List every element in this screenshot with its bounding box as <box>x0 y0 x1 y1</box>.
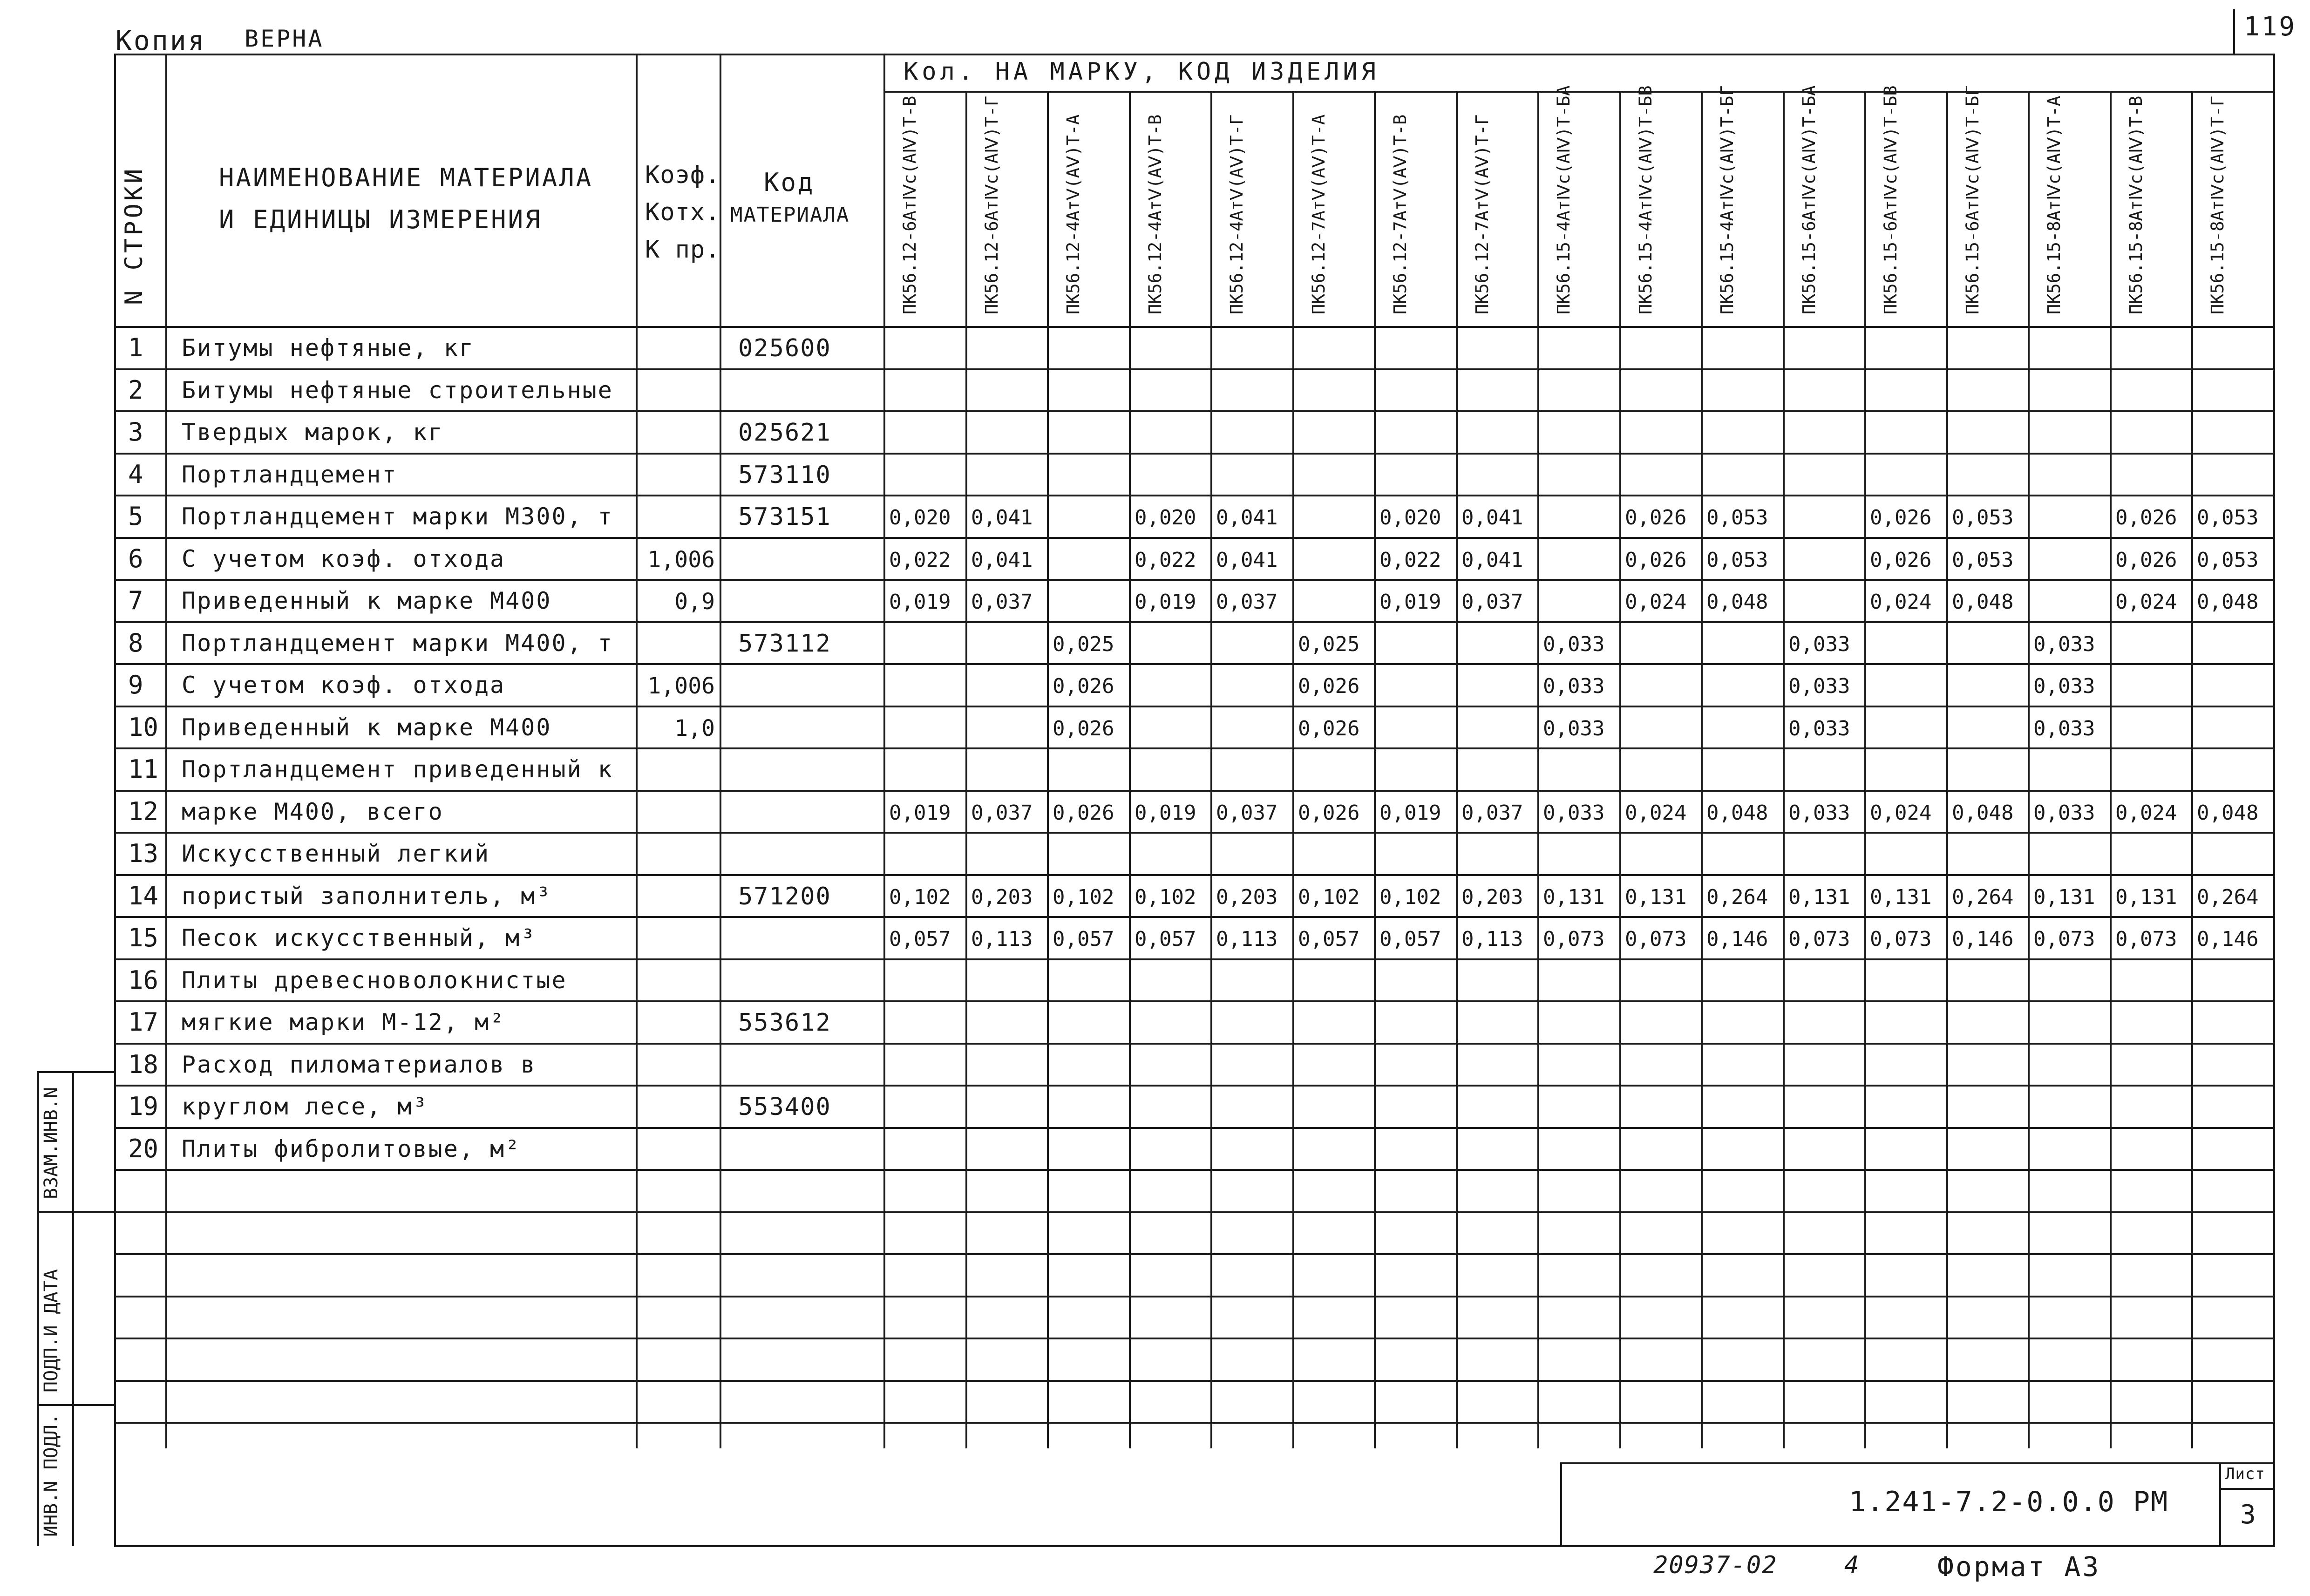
side-stamp-sign-date: ПОДП.И ДАТА <box>41 1269 62 1392</box>
quantity-cell: 0,264 <box>2197 885 2259 909</box>
copy-stamp-left: Копия <box>116 25 206 56</box>
table-left-border <box>114 54 116 1546</box>
product-col-divider <box>965 91 967 1448</box>
material-name: Расход пиломатериалов в <box>182 1051 537 1078</box>
quantity-cell: 0,037 <box>971 801 1033 825</box>
row-number: 12 <box>128 797 159 826</box>
material-code: 553400 <box>738 1093 831 1121</box>
side-stamp-divider-1 <box>37 1211 114 1213</box>
copy-number: 4 <box>1844 1551 1861 1579</box>
sheet-number: 3 <box>2240 1500 2258 1530</box>
quantity-cell: 0,102 <box>889 885 951 909</box>
quantity-cell: 0,033 <box>2033 801 2095 825</box>
quantity-cell: 0,026 <box>1870 548 1932 572</box>
quantity-cell: 0,026 <box>1053 801 1114 825</box>
quantity-cell: 0,033 <box>2033 717 2095 740</box>
material-name: Портландцемент приведенный к <box>182 756 613 783</box>
quantity-cell: 0,073 <box>1870 927 1932 951</box>
product-header: ПК56.15-8АтⅣс(АⅣ)Т-А <box>2044 95 2064 314</box>
product-col-divider <box>1783 91 1785 1448</box>
quantity-cell: 0,041 <box>971 506 1033 530</box>
quantity-cell: 0,264 <box>1706 885 1768 909</box>
paper-format: Формат А3 <box>1937 1551 2101 1582</box>
product-col-divider <box>2191 91 2193 1448</box>
title-block-left <box>1560 1462 1562 1546</box>
material-name: С учетом коэф. отхода <box>182 672 506 699</box>
row-number: 18 <box>128 1050 159 1079</box>
row-divider <box>114 1127 2275 1129</box>
col-divider-name <box>636 54 638 1448</box>
quantity-cell: 0,113 <box>1461 927 1523 951</box>
coef-header-line3: К пр. <box>645 236 720 264</box>
quantity-cell: 0,102 <box>1053 885 1114 909</box>
material-name: Плиты фибролитовые, м² <box>182 1135 521 1162</box>
quantity-cell: 0,019 <box>889 590 951 614</box>
quantity-cell: 0,025 <box>1298 632 1360 656</box>
side-stamp-right-border <box>72 1071 74 1546</box>
quantity-cell: 0,026 <box>2115 506 2177 530</box>
quantity-cell: 0,033 <box>1788 717 1850 740</box>
row-divider <box>114 1296 2275 1297</box>
quantity-cell: 0,073 <box>2033 927 2095 951</box>
quantity-cell: 0,024 <box>1870 590 1932 614</box>
product-col-divider <box>1047 91 1049 1448</box>
coef-value: 1,006 <box>647 673 715 699</box>
quantity-cell: 0,026 <box>1870 506 1932 530</box>
quantity-cell: 0,057 <box>889 927 951 951</box>
row-number: 4 <box>128 460 143 489</box>
quantity-cell: 0,041 <box>971 548 1033 572</box>
row-number: 3 <box>128 417 143 447</box>
quantity-cell: 0,025 <box>1053 632 1114 656</box>
product-header: ПК56.12-7АтⅤ(АⅤ)Т-В <box>1390 114 1410 314</box>
quantity-cell: 0,033 <box>1788 674 1850 698</box>
row-divider <box>114 790 2275 792</box>
product-header: ПК56.12-6АтⅣс(АⅣ)Т-В <box>900 95 920 314</box>
side-stamp-divider-2 <box>37 1404 114 1406</box>
quantity-cell: 0,019 <box>1135 801 1196 825</box>
row-divider <box>114 453 2275 455</box>
quantity-cell: 0,146 <box>2197 927 2259 951</box>
quantity-cell: 0,019 <box>1379 590 1441 614</box>
product-header: ПК56.15-4АтⅣс(АⅣ)Т-БВ <box>1636 85 1656 314</box>
quantity-cell: 0,048 <box>1706 801 1768 825</box>
quantity-cell: 0,113 <box>971 927 1033 951</box>
row-divider <box>114 1085 2275 1087</box>
coef-header-line2: Котх. <box>645 198 720 226</box>
quantity-cell: 0,053 <box>2197 548 2259 572</box>
quantity-cell: 0,203 <box>1461 885 1523 909</box>
product-col-divider <box>1701 91 1703 1448</box>
copy-stamp-right: ВЕРНА <box>245 25 324 52</box>
code-header-line1: Код <box>764 168 815 197</box>
material-code: 571200 <box>738 883 831 910</box>
row-number: 20 <box>128 1134 159 1163</box>
title-block-sheet-divider <box>2219 1462 2221 1546</box>
material-name: Твердых марок, кг <box>182 419 444 446</box>
material-code: 573112 <box>738 630 831 658</box>
row-number-header: N СТРОКИ <box>120 166 148 305</box>
material-name: Портландцемент <box>182 461 398 488</box>
quantity-cell: 0,203 <box>1216 885 1278 909</box>
side-stamp-inv-no: ИНВ.N ПОДЛ. <box>41 1413 62 1537</box>
coef-value: 1,0 <box>674 715 715 741</box>
row-number: 9 <box>128 670 143 700</box>
quantity-cell: 0,057 <box>1379 927 1441 951</box>
material-name: Битумы нефтяные строительные <box>182 377 613 404</box>
group-header: Кол. НА МАРКУ, КОД ИЗДЕЛИЯ <box>904 58 1379 86</box>
product-col-divider <box>1537 91 1539 1448</box>
quantity-cell: 0,057 <box>1298 927 1360 951</box>
quantity-cell: 0,033 <box>1543 801 1605 825</box>
row-divider <box>114 495 2275 496</box>
product-col-divider <box>1619 91 1621 1448</box>
product-col-divider <box>2110 91 2112 1448</box>
row-divider <box>114 832 2275 834</box>
quantity-cell: 0,102 <box>1135 885 1196 909</box>
quantity-cell: 0,131 <box>2115 885 2177 909</box>
quantity-cell: 0,019 <box>889 801 951 825</box>
quantity-cell: 0,033 <box>1543 632 1605 656</box>
quantity-cell: 0,102 <box>1298 885 1360 909</box>
quantity-cell: 0,026 <box>1625 506 1687 530</box>
row-divider <box>114 1043 2275 1045</box>
quantity-cell: 0,037 <box>1216 801 1278 825</box>
row-number: 11 <box>128 754 159 784</box>
header-bottom <box>114 326 2275 328</box>
row-number: 19 <box>128 1092 159 1121</box>
order-number: 20937-02 <box>1653 1551 1778 1579</box>
row-divider <box>114 1000 2275 1002</box>
quantity-cell: 0,033 <box>2033 674 2095 698</box>
quantity-cell: 0,024 <box>2115 801 2177 825</box>
quantity-cell: 0,264 <box>1952 885 2014 909</box>
quantity-cell: 0,026 <box>1625 548 1687 572</box>
material-name: Приведенный к марке М400 <box>182 587 552 614</box>
quantity-cell: 0,048 <box>1706 590 1768 614</box>
quantity-cell: 0,024 <box>2115 590 2177 614</box>
quantity-cell: 0,022 <box>1379 548 1441 572</box>
quantity-cell: 0,041 <box>1216 506 1278 530</box>
material-name: марке М400, всего <box>182 798 444 825</box>
sheet-label: Лист <box>2225 1465 2265 1483</box>
material-name: Портландцемент марки М300, т <box>182 503 613 530</box>
row-divider <box>114 537 2275 539</box>
quantity-cell: 0,033 <box>1788 801 1850 825</box>
quantity-cell: 0,033 <box>2033 632 2095 656</box>
material-code: 573110 <box>738 461 831 489</box>
coef-value: 1,006 <box>647 547 715 573</box>
row-divider <box>114 1380 2275 1382</box>
quantity-cell: 0,037 <box>1461 801 1523 825</box>
quantity-cell: 0,131 <box>2033 885 2095 909</box>
material-code: 025621 <box>738 419 831 447</box>
quantity-cell: 0,048 <box>1952 590 2014 614</box>
row-divider <box>114 1338 2275 1339</box>
row-divider <box>114 368 2275 370</box>
product-header: ПК56.15-6АтⅣс(АⅣ)Т-БВ <box>1881 85 1901 314</box>
quantity-cell: 0,037 <box>1216 590 1278 614</box>
product-header: ПК56.15-8АтⅣс(АⅣ)Т-В <box>2126 95 2146 314</box>
quantity-cell: 0,022 <box>889 548 951 572</box>
product-header: ПК56.15-4АтⅣс(АⅣ)Т-БА <box>1554 85 1574 314</box>
quantity-cell: 0,041 <box>1216 548 1278 572</box>
row-divider <box>114 579 2275 581</box>
title-block-sheet-label-bottom <box>2219 1488 2275 1490</box>
quantity-cell: 0,102 <box>1379 885 1441 909</box>
quantity-cell: 0,053 <box>1952 506 2014 530</box>
quantity-cell: 0,053 <box>1706 506 1768 530</box>
quantity-cell: 0,073 <box>1788 927 1850 951</box>
quantity-cell: 0,020 <box>1135 506 1196 530</box>
product-header: ПК56.12-7АтⅤ(АⅤ)Т-А <box>1309 114 1329 314</box>
quantity-cell: 0,026 <box>2115 548 2177 572</box>
side-stamp-left-border <box>37 1071 39 1546</box>
product-header: ПК56.12-6АтⅣс(АⅣ)Т-Г <box>982 95 1002 314</box>
product-col-divider <box>1292 91 1294 1448</box>
coef-value: 0,9 <box>674 589 715 615</box>
quantity-cell: 0,053 <box>1706 548 1768 572</box>
product-col-divider <box>1946 91 1948 1448</box>
quantity-cell: 0,022 <box>1135 548 1196 572</box>
quantity-cell: 0,033 <box>1788 632 1850 656</box>
quantity-cell: 0,053 <box>1952 548 2014 572</box>
name-header-line1: НАИМЕНОВАНИЕ МАТЕРИАЛА <box>219 163 593 192</box>
material-name: Песок искусственный, м³ <box>182 924 537 951</box>
table-right-border <box>2273 54 2275 1546</box>
quantity-cell: 0,048 <box>2197 801 2259 825</box>
product-header: ПК56.15-6АтⅣс(АⅣ)Т-БА <box>1799 85 1819 314</box>
row-number: 14 <box>128 881 159 910</box>
title-block-top <box>1560 1462 2275 1464</box>
col-divider-no <box>165 54 167 1448</box>
material-code: 553612 <box>738 1009 831 1037</box>
quantity-cell: 0,041 <box>1461 506 1523 530</box>
row-divider <box>114 958 2275 960</box>
row-number: 7 <box>128 586 143 615</box>
quantity-cell: 0,048 <box>2197 590 2259 614</box>
product-header: ПК56.12-4АтⅤ(АⅤ)Т-В <box>1145 114 1165 314</box>
product-col-divider <box>1456 91 1458 1448</box>
material-name: мягкие марки М-12, м² <box>182 1009 506 1036</box>
product-col-divider <box>1129 91 1131 1448</box>
row-number: 15 <box>128 923 159 952</box>
row-divider <box>114 1422 2275 1424</box>
material-name: Плиты древесноволокнистые <box>182 967 567 994</box>
doc-code: 1.241-7.2-0.0.0 РМ <box>1849 1486 2169 1518</box>
coef-header-line1: Коэф. <box>645 161 720 189</box>
quantity-cell: 0,048 <box>1952 801 2014 825</box>
quantity-cell: 0,037 <box>971 590 1033 614</box>
row-divider <box>114 621 2275 623</box>
quantity-cell: 0,203 <box>971 885 1033 909</box>
quantity-cell: 0,026 <box>1298 717 1360 740</box>
quantity-cell: 0,113 <box>1216 927 1278 951</box>
quantity-cell: 0,057 <box>1053 927 1114 951</box>
material-name: С учетом коэф. отхода <box>182 545 506 572</box>
quantity-cell: 0,073 <box>1625 927 1687 951</box>
name-header-line2: И ЕДИНИЦЫ ИЗМЕРЕНИЯ <box>219 205 542 234</box>
row-number: 5 <box>128 502 143 531</box>
row-divider <box>114 1169 2275 1171</box>
quantity-cell: 0,041 <box>1461 548 1523 572</box>
page-number-divider <box>2233 9 2235 54</box>
product-col-divider <box>1210 91 1212 1448</box>
product-header: ПК56.12-7АтⅤ(АⅤ)Т-Г <box>1472 114 1492 314</box>
row-number: 8 <box>128 628 143 658</box>
row-number: 2 <box>128 375 143 405</box>
quantity-cell: 0,033 <box>1543 717 1605 740</box>
product-header: ПК56.15-6АтⅣс(АⅣ)Т-БГ <box>1963 85 1983 314</box>
col-divider-code <box>883 54 885 1448</box>
group-header-bottom <box>883 91 2274 93</box>
row-divider <box>114 1253 2275 1255</box>
quantity-cell: 0,026 <box>1298 801 1360 825</box>
quantity-cell: 0,146 <box>1706 927 1768 951</box>
material-name: Битумы нефтяные, кг <box>182 334 475 361</box>
table-bottom-border <box>114 1545 2275 1547</box>
quantity-cell: 0,020 <box>889 506 951 530</box>
row-number: 16 <box>128 965 159 995</box>
quantity-cell: 0,146 <box>1952 927 2014 951</box>
row-divider <box>114 747 2275 749</box>
product-col-divider <box>1374 91 1376 1448</box>
quantity-cell: 0,033 <box>1543 674 1605 698</box>
row-number: 6 <box>128 544 143 573</box>
quantity-cell: 0,024 <box>1870 801 1932 825</box>
material-code: 025600 <box>738 334 831 362</box>
side-stamp-top-border <box>37 1071 114 1073</box>
quantity-cell: 0,019 <box>1379 801 1441 825</box>
quantity-cell: 0,020 <box>1379 506 1441 530</box>
product-header: ПК56.12-4АтⅤ(АⅤ)Т-А <box>1063 114 1083 314</box>
row-divider <box>114 706 2275 707</box>
quantity-cell: 0,131 <box>1788 885 1850 909</box>
page-number: 119 <box>2244 12 2297 42</box>
row-divider <box>114 1211 2275 1213</box>
quantity-cell: 0,024 <box>1625 801 1687 825</box>
product-col-divider <box>2028 91 2030 1448</box>
quantity-cell: 0,024 <box>1625 590 1687 614</box>
quantity-cell: 0,053 <box>2197 506 2259 530</box>
material-name: пористый заполнитель, м³ <box>182 883 552 910</box>
table-top-border <box>114 54 2275 55</box>
quantity-cell: 0,131 <box>1625 885 1687 909</box>
product-header: ПК56.12-4АтⅤ(АⅤ)Т-Г <box>1227 114 1247 314</box>
side-stamp-replace-inv: ВЗАМ.ИНВ.N <box>41 1087 62 1199</box>
material-name: Искусственный легкий <box>182 840 490 867</box>
quantity-cell: 0,026 <box>1053 717 1114 740</box>
quantity-cell: 0,019 <box>1135 590 1196 614</box>
material-name: круглом лесе, м³ <box>182 1093 428 1120</box>
material-code: 573151 <box>738 503 831 531</box>
quantity-cell: 0,026 <box>1298 674 1360 698</box>
quantity-cell: 0,073 <box>2115 927 2177 951</box>
row-divider <box>114 874 2275 876</box>
quantity-cell: 0,073 <box>1543 927 1605 951</box>
row-number: 13 <box>128 839 159 868</box>
row-number: 1 <box>128 333 143 362</box>
row-divider <box>114 663 2275 665</box>
code-header-line2: МАТЕРИАЛА <box>730 203 850 227</box>
row-divider <box>114 410 2275 412</box>
quantity-cell: 0,057 <box>1135 927 1196 951</box>
row-divider <box>114 916 2275 918</box>
quantity-cell: 0,131 <box>1543 885 1605 909</box>
product-header: ПК56.15-8АтⅣс(АⅣ)Т-Г <box>2208 95 2228 314</box>
quantity-cell: 0,026 <box>1053 674 1114 698</box>
product-header: ПК56.15-4АтⅣс(АⅣ)Т-БГ <box>1717 85 1737 314</box>
row-number: 10 <box>128 713 159 742</box>
row-number: 17 <box>128 1007 159 1037</box>
material-name: Приведенный к марке М400 <box>182 714 552 741</box>
material-name: Портландцемент марки М400, т <box>182 630 613 657</box>
quantity-cell: 0,131 <box>1870 885 1932 909</box>
quantity-cell: 0,037 <box>1461 590 1523 614</box>
product-col-divider <box>1864 91 1866 1448</box>
